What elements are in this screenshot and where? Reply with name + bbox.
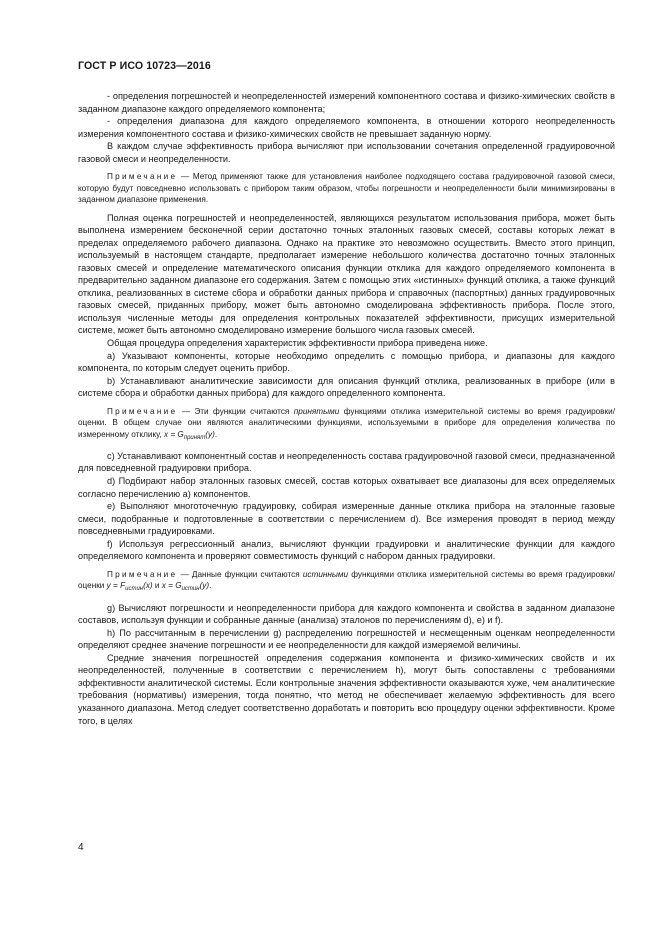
note-label: Примечание	[107, 569, 178, 579]
note-label: Примечание	[107, 172, 178, 182]
list-item: - определения погрешностей и неопределенностей измерений компонентного состава и физико-химических свойств в заданном диапазоне каждого определяемого компонента;	[78, 91, 615, 114]
list-item-e: e) Выполняют многоточечную градуировку, собирая измеренные данные отклика прибора на эталонные газовые смеси, подобранные и подготовленные в соответствии с перечислением d). Все измерения проводят в период между повседневными градуировками.	[78, 501, 615, 537]
formula: $y = F_{истин}(x)$	[106, 581, 153, 593]
list-item-g: g) Вычисляют погрешности и неопределенности прибора для каждого компонента и свойства в заданном диапазоне составов, используя функции и собранные данные (анализа) эталонов по перечислениям d), e) и f).	[78, 602, 615, 626]
list-item-d: d) Подбирают набор эталонных газовых смесей, состав которых охватывает все диапазоны для всех определяемых согласно перечислению a) компонентов.	[78, 476, 615, 499]
formula: $x = G_{истин}(y)$	[161, 581, 210, 593]
page-body	[78, 90, 615, 727]
body-paragraph: Средние значения погрешностей определения содержания компонента и физико-химических свойств и их неопределенностей, полученные в соответствии с перечислением h), могут быть сопоставлены с требованиями эффективности аналитической системы. Если контрольные значения эффективности оказываются хуже, чем аналитические требования (нормативы) измерения, тогда понятно, что метод не обеспечивает желаемую эффективность для всего указанного диапазона. Метод следует соответственно доработать и повторить всю процедуру оценки эффективности. Кроме того, в целях	[78, 652, 615, 726]
note-3: Примечание — Данные функции считаются истинными функциями отклика измерительной системы во время градуировки/оценки $y = F_{истин}(x)$ и $x = G_{истин}(y)$.	[78, 569, 615, 593]
list-item-a: a) Указывают компоненты, которые необходимо определить с помощью прибора, и диапазоны для каждого компонента, по которым следует оценить прибор.	[78, 350, 615, 374]
list-item-b: b) Устанавливают аналитические зависимости для описания функций отклика, реализованных в приборе (или в системе сбора и обработки данных прибора) для каждого определенного компонента.	[78, 375, 615, 399]
note-text: — Метод применяют также для установления наиболее подходящего состава градуировочной газовой смеси, которую будут повседневно использовать с прибором таким образом, чтобы погрешности и неопределенности были минимизированы в заданном диапазоне применения.	[78, 172, 616, 205]
body-paragraph: Полная оценка погрешностей и неопределенностей, являющихся результатом использования прибора, может быть выполнена измерением бесконечной серии достаточно точных эталонных газовых смесей, составы которых лежат в пределах определяемого рабочего диапазона. Однако на практике это невозможно осуществить. Вместо этого принцип, используемый в настоящем стандарте, предполагает измерение небольшого количества достаточно точных эталонных газовых смесей и определение математического описания функции отклика для каждого определяемого компонента в предварительно заданном диапазоне его содержания. Затем с помощью этих «истинных» функций отклика, а также функций отклика, реализованных в системе сбора и обработки данных прибора и справочных (паспортных) данных градуировочных газовых смесей, приданных прибору, может быть автономно смоделирована эффективность прибора. После этого, используя численные методы для определения контрольных показателей эффективности, присущих измерительной системе, может быть автономно смоделировано измерение большого числа газовых смесей.	[78, 212, 615, 336]
body-paragraph: Общая процедура определения характеристик эффективности прибора приведена ниже.	[107, 337, 488, 348]
list-item-c: c) Устанавливают компонентный состав и неопределенность состава градуировочной газовой смеси, предназначенной для повседневной градуировки прибора.	[78, 450, 615, 474]
list-item-f: f) Используя регрессионный анализ, вычисляют функции градуировки и аналитические функции для каждого определяемого компонента и проверяют совместимость функций с набором данных градуировки.	[78, 538, 615, 562]
body-paragraph: В каждом случае эффективность прибора вычисляют при использовании сочетания определенной градуировочной газовой смеси и неопределенности.	[78, 141, 615, 164]
note-2: Примечание — Эти функции считаются принятыми функциями отклика измерительной системы во время градуировки/оценки. В общем случае они являются аналитическими функциями, используемыми в приборе для определения количества по измеренному отклику, $x = G_{принят}(y)$.	[78, 406, 615, 441]
formula: $x = G_{принят}(y)$	[163, 429, 215, 441]
list-item-h: h) По рассчитанным в перечислении g) распределению погрешностей и несмещенным оценкам неопределенности определяют среднее значение погрешности и ее неопределенности для каждой измеряемой величины.	[78, 627, 615, 651]
page-number: 4	[78, 842, 84, 853]
list-item: - определения диапазона для каждого определяемого компонента, в отношении которого неопределенность измерения компонентного состава и физико-химических свойств не превышает заданную норму.	[78, 116, 615, 139]
note-label: Примечание	[107, 406, 178, 416]
note-1	[78, 171, 615, 205]
page-header: ГОСТ Р ИСО 10723—2016	[78, 60, 211, 72]
